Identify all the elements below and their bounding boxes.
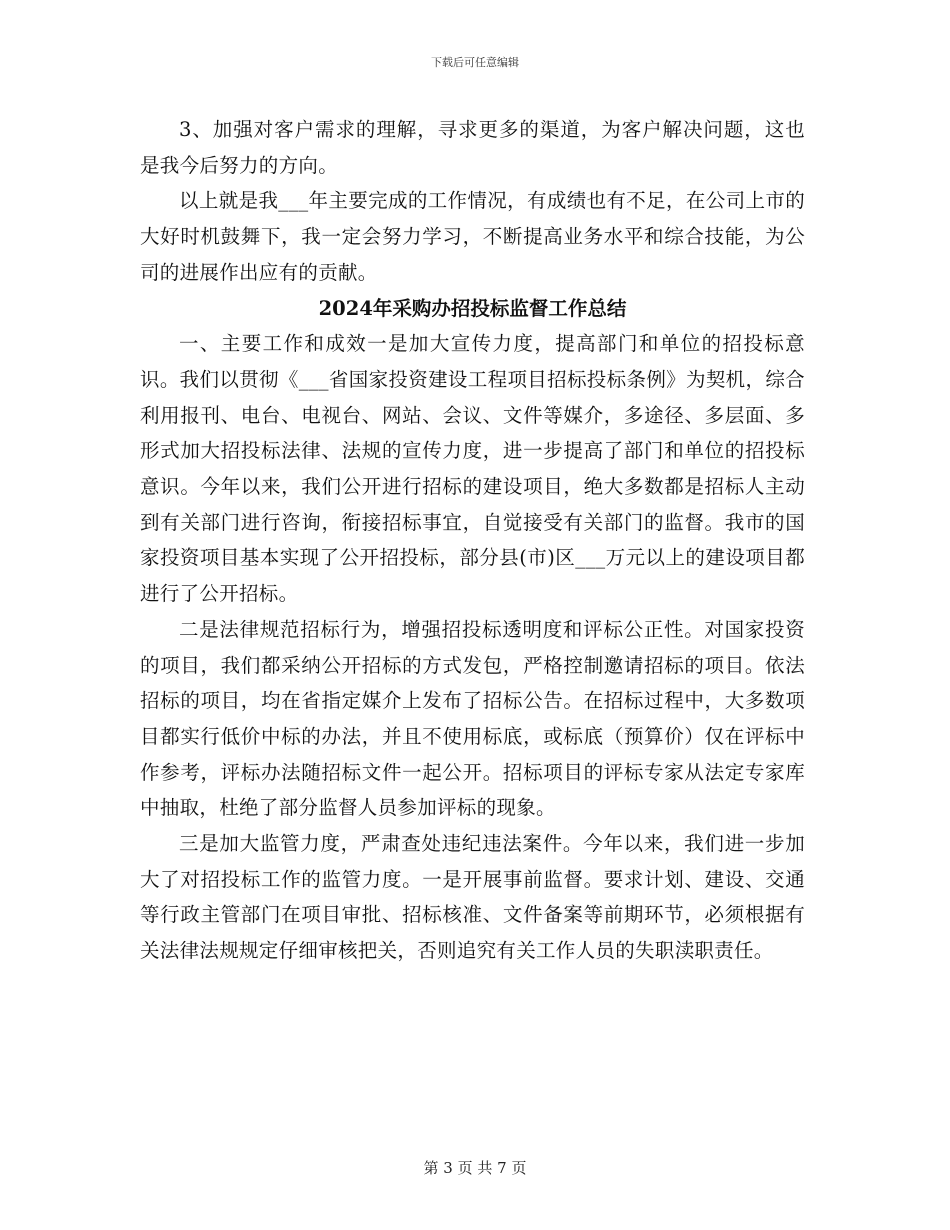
- document-body: [140, 112, 805, 969]
- page-number: 第 3 页 共 7 页: [423, 1159, 527, 1177]
- paragraph-regulation: 二是法律规范招标行为，增强招投标透明度和评标公正性。对国家投资的项目，我们都采纳公开招标的方式发包，严格控制邀请招标的项目。依法招标的项目，均在省指定媒介上发布了招标公告。在招标过程中，大多数项目都实行低价中标的办法，并且不使用标底，或标底（预算价）仅在评标中作参考，评标办法随招标文件一起公开。招标项目的评标专家从法定专家库中抽取，杜绝了部分监督人员参加评标的现象。: [140, 617, 805, 820]
- paragraph-supervision: 三是加大监管力度，严肃查处违纪违法案件。今年以来，我们进一步加大了对招投标工作的监管力度。一是开展事前监督。要求计划、建设、交通等行政主管部门在项目审批、招标核准、文件备案等前期环节，必须根据有关法律法规规定仔细审核把关，否则追究有关工作人员的失职渎职责任。: [140, 832, 805, 963]
- paragraph-summary: 以上就是我___年主要完成的工作情况，有成绩也有不足，在公司上市的大好时机鼓舞下，我一定会努力学习，不断提高业务水平和综合技能，为公司的进展作出应有的贡献。: [140, 189, 805, 284]
- page-header: 下载后可任意编辑: [431, 56, 519, 69]
- section-title: 2024年采购办招投标监督工作总结: [318, 296, 627, 320]
- paragraph-publicity: 一、主要工作和成效一是加大宣传力度，提高部门和单位的招投标意识。我们以贯彻《___省国家投资建设工程项目招标投标条例》为契机，综合利用报刊、电台、电视台、网站、会议、文件等媒介，多途径、多层面、多形式加大招投标法律、法规的宣传力度，进一步提高了部门和单位的招投标意识。今年以来，我们公开进行招标的建设项目，绝大多数都是招标人主动到有关部门进行咨询，衔接招标事宜，自觉接受有关部门的监督。我市的国家投资项目基本实现了公开招投标，部分县(市)区___万元以上的建设项目都进行了公开招标。: [140, 332, 805, 606]
- paragraph-item-3: 3、加强对客户需求的理解，寻求更多的渠道，为客户解决问题，这也是我今后努力的方向。: [140, 118, 805, 177]
